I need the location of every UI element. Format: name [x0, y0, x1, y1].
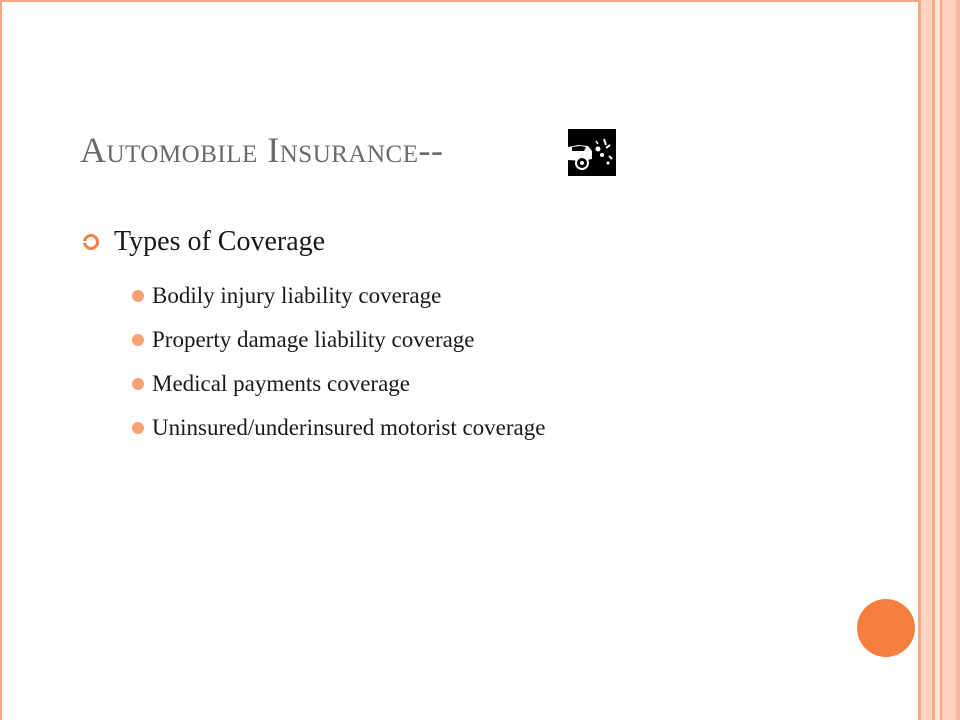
- list-item: [130, 406, 545, 450]
- car-crash-icon: [568, 129, 616, 176]
- slide-title: Automobile Insurance--: [80, 130, 444, 170]
- bullet-dot-icon: [132, 378, 144, 390]
- decorative-stripes: [918, 0, 960, 720]
- list-item: [130, 274, 545, 318]
- bullet-main-text: Types of Coverage: [114, 226, 326, 257]
- bullet-main: [82, 226, 325, 258]
- bullet-dot-icon: [132, 334, 144, 346]
- stripe: [942, 0, 956, 720]
- decorative-circle: [857, 599, 915, 657]
- stripe: [956, 0, 960, 720]
- stripe: [921, 0, 932, 720]
- sub-bullet-text: Property damage liability coverage: [152, 327, 475, 352]
- list-item: [130, 362, 545, 406]
- list-item: [130, 318, 545, 362]
- sub-bullet-text: Uninsured/underinsured motorist coverage: [152, 415, 546, 440]
- bullet-dot-icon: [132, 290, 144, 302]
- sub-bullet-list: [130, 274, 545, 450]
- frame-top-border: [0, 0, 920, 2]
- bullet-dot-icon: [132, 422, 144, 434]
- frame-left-border: [0, 0, 2, 720]
- sub-bullet-text: Medical payments coverage: [152, 371, 410, 396]
- sub-bullet-text: Bodily injury liability coverage: [152, 283, 442, 308]
- bullet-ring-icon: [82, 233, 100, 251]
